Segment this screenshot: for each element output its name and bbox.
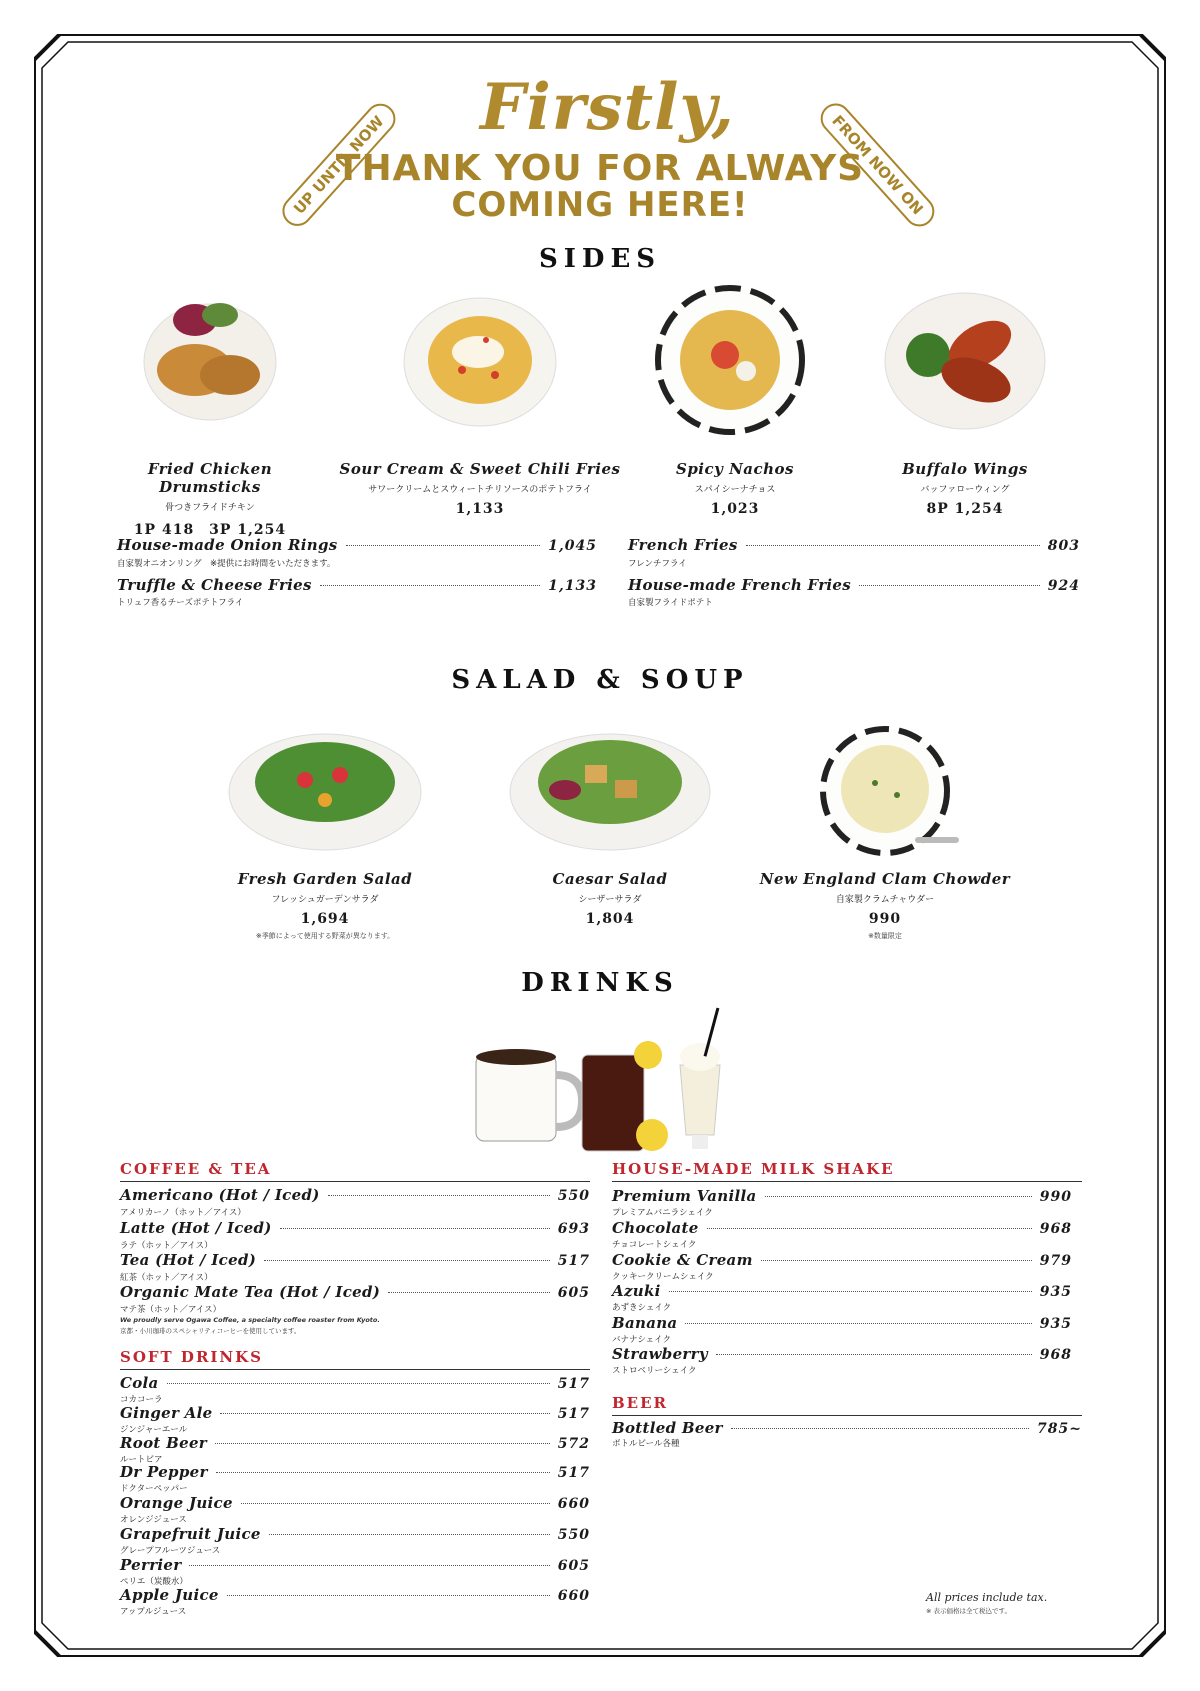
tax-note-jp: ※ 表示価格は全て税込です。 xyxy=(926,1607,1011,1615)
category-beer: BEER xyxy=(612,1394,669,1412)
item-price: 1,133 xyxy=(455,501,505,517)
leader-dots xyxy=(859,585,1040,586)
item-name-jp: ラテ（ホット／アイス） xyxy=(120,1241,213,1251)
item-name: Caesar Salad xyxy=(552,870,668,888)
ribbon-from-now-on: FROM NOW ON xyxy=(815,97,941,232)
thank-you-headline xyxy=(300,150,900,223)
clam-chowder-image xyxy=(815,725,965,865)
list-item-truffle-fries xyxy=(117,576,597,594)
leader-dots xyxy=(685,1323,1031,1324)
list-item-onion-rings xyxy=(117,536,597,554)
item-price: 1,045 xyxy=(548,538,597,554)
leader-dots xyxy=(189,1565,549,1566)
leader-dots xyxy=(346,545,541,546)
item-name-jp: ペリエ（炭酸水） xyxy=(120,1577,188,1587)
item-note: ※季節によって使用する野菜が異なります。 xyxy=(255,932,395,940)
leader-dots xyxy=(765,1196,1032,1197)
item-name: Americano (Hot / Iced) xyxy=(120,1186,320,1204)
buffalo-wings-image xyxy=(880,285,1050,435)
list-item-banana xyxy=(612,1314,1072,1332)
list-item-premium-vanilla xyxy=(612,1187,1072,1205)
list-item-cookie-cream xyxy=(612,1251,1072,1269)
item-name-jp: プレミアムバニラシェイク xyxy=(612,1208,713,1218)
item-price: 693 xyxy=(557,1221,590,1237)
garden-salad-image xyxy=(225,720,425,855)
item-name: Latte (Hot / Iced) xyxy=(120,1219,272,1237)
item-note: ※数量限定 xyxy=(868,932,902,940)
leader-dots xyxy=(264,1260,550,1261)
leader-dots xyxy=(669,1291,1032,1292)
item-name-jp: 骨つきフライドチキン xyxy=(165,503,255,513)
leader-dots xyxy=(216,1472,550,1473)
item-name: Dr Pepper xyxy=(120,1463,208,1481)
item-name-jp: ストロベリーシェイク xyxy=(612,1366,697,1376)
leader-dots xyxy=(280,1228,550,1229)
item-price: 979 xyxy=(1039,1253,1072,1269)
section-title-drinks: DRINKS xyxy=(521,968,679,998)
item-price: 550 xyxy=(557,1188,590,1204)
item-fried-chicken xyxy=(100,460,320,539)
list-item-strawberry xyxy=(612,1345,1072,1363)
list-item-mate-tea xyxy=(120,1283,590,1301)
spicy-nachos-image xyxy=(650,285,810,435)
item-price: 1,804 xyxy=(585,911,635,927)
item-price: 924 xyxy=(1047,578,1080,594)
item-name: Bottled Beer xyxy=(612,1419,723,1437)
item-price: 990 xyxy=(868,911,902,927)
item-price: 1,694 xyxy=(300,911,350,927)
item-name: Tea (Hot / Iced) xyxy=(120,1251,257,1269)
list-item-latte xyxy=(120,1219,590,1237)
item-price: 517 xyxy=(557,1406,590,1422)
item-name-jp: クッキークリームシェイク xyxy=(612,1272,714,1282)
item-name-jp: サワークリームとスウィートチリソースのポテトフライ xyxy=(368,485,592,495)
leader-dots xyxy=(328,1195,550,1196)
category-rule xyxy=(120,1181,590,1182)
leader-dots xyxy=(227,1595,550,1596)
item-name: Organic Mate Tea (Hot / Iced) xyxy=(120,1283,381,1301)
item-name-jp: スパイシーナチョス xyxy=(694,485,776,495)
list-item-housemade-fries xyxy=(628,576,1080,594)
list-item-ginger-ale xyxy=(120,1404,590,1422)
leader-dots xyxy=(269,1534,550,1535)
item-price: 968 xyxy=(1039,1221,1072,1237)
category-rule xyxy=(120,1369,590,1370)
item-name: Azuki xyxy=(612,1282,661,1300)
section-title-salad-soup: SALAD & SOUP xyxy=(451,665,749,695)
list-item-cola xyxy=(120,1374,590,1392)
item-name: Strawberry xyxy=(612,1345,708,1363)
item-name-jp: オレンジジュース xyxy=(120,1515,187,1525)
item-price: 968 xyxy=(1039,1347,1072,1363)
item-name-jp: ルートビア xyxy=(120,1455,163,1465)
item-price: 1,023 xyxy=(710,501,760,517)
item-name-jp: コカコーラ xyxy=(120,1395,163,1405)
item-name-jp: マテ茶（ホット／アイス） xyxy=(120,1305,222,1315)
list-item-dr-pepper xyxy=(120,1463,590,1481)
ribbon-up-until-now: UP UNTIL NOW xyxy=(276,98,401,232)
item-buffalo-wings xyxy=(860,460,1070,517)
item-name-jp: フレンチフライ xyxy=(628,559,687,569)
item-price: 572 xyxy=(557,1436,590,1452)
item-name-jp: 自家製オニオンリング ※提供にお時間をいただきます。 xyxy=(117,559,336,569)
item-price: 517 xyxy=(557,1253,590,1269)
item-price: 803 xyxy=(1047,538,1080,554)
list-item-tea xyxy=(120,1251,590,1269)
item-price: 990 xyxy=(1039,1189,1072,1205)
item-price: 1P 418 3P 1,254 xyxy=(133,522,287,538)
item-name: Buffalo Wings xyxy=(902,460,1028,478)
list-item-orange-juice xyxy=(120,1494,590,1512)
item-price: 785~ xyxy=(1037,1421,1082,1437)
section-title-sides: SIDES xyxy=(538,244,662,274)
list-item-grapefruit-juice xyxy=(120,1525,590,1543)
list-item-chocolate xyxy=(612,1219,1072,1237)
item-price: 517 xyxy=(557,1376,590,1392)
item-name-jp: ドクターペッパー xyxy=(120,1484,188,1494)
leader-dots xyxy=(731,1428,1029,1429)
drinks-image xyxy=(470,1005,750,1155)
item-name-jp: あずきシェイク xyxy=(612,1303,672,1313)
item-name: New England Clam Chowder xyxy=(759,870,1011,888)
item-name-jp: フレッシュガーデンサラダ xyxy=(271,895,379,905)
item-price: 935 xyxy=(1039,1316,1072,1332)
leader-dots xyxy=(215,1443,550,1444)
item-name: Premium Vanilla xyxy=(612,1187,757,1205)
item-name-jp: 自家製クラムチャウダー xyxy=(835,895,935,905)
item-name-jp: 自家製フライドポテト xyxy=(628,598,713,608)
item-name: House-made French Fries xyxy=(628,576,852,594)
leader-dots xyxy=(320,585,540,586)
list-item-americano xyxy=(120,1186,590,1204)
item-name-jp: シーザーサラダ xyxy=(578,895,642,905)
item-name: House-made Onion Rings xyxy=(117,536,338,554)
list-item-root-beer xyxy=(120,1434,590,1452)
thank-you-line-1: THANK YOU FOR ALWAYS xyxy=(335,148,865,189)
item-name: Orange Juice xyxy=(120,1494,233,1512)
leader-dots xyxy=(241,1503,550,1504)
category-soft-drinks: SOFT DRINKS xyxy=(120,1348,264,1366)
item-clam-chowder xyxy=(735,870,1035,941)
item-name: Spicy Nachos xyxy=(675,460,794,478)
item-name: French Fries xyxy=(628,536,738,554)
item-spicy-nachos xyxy=(630,460,840,517)
list-item-apple-juice xyxy=(120,1586,590,1604)
fried-chicken-image xyxy=(135,280,285,430)
item-price: 1,133 xyxy=(548,578,597,594)
item-price: 517 xyxy=(557,1465,590,1481)
list-item-azuki xyxy=(612,1282,1072,1300)
item-name: Fresh Garden Salad xyxy=(237,870,413,888)
item-name-jp: チョコレートシェイク xyxy=(612,1240,697,1250)
list-item-bottled-beer xyxy=(612,1419,1082,1437)
item-name-jp: ジンジャーエール xyxy=(120,1425,188,1435)
item-caesar-salad xyxy=(500,870,720,927)
leader-dots xyxy=(716,1354,1032,1355)
list-item-french-fries xyxy=(628,536,1080,554)
item-name: Ginger Ale xyxy=(120,1404,213,1422)
item-name: Root Beer xyxy=(120,1434,207,1452)
category-rule xyxy=(612,1181,1082,1182)
coffee-note-jp: 京都・小川珈琲のスペシャリティコーヒーを使用しています。 xyxy=(120,1327,301,1335)
item-name: Sour Cream & Sweet Chili Fries xyxy=(339,460,621,478)
item-price: 660 xyxy=(557,1588,590,1604)
item-name: Banana xyxy=(612,1314,678,1332)
item-name-jp: バナナシェイク xyxy=(612,1335,671,1345)
item-garden-salad xyxy=(210,870,440,941)
category-milk-shake: HOUSE-MADE MILK SHAKE xyxy=(612,1160,895,1178)
item-name: Cookie & Cream xyxy=(612,1251,753,1269)
item-name: Fried Chicken Drumsticks xyxy=(147,460,273,496)
item-name-jp: バッファローウィング xyxy=(920,485,1010,495)
coffee-note-en: We proudly serve Ogawa Coffee, a specialty coffee roaster from Kyoto. xyxy=(120,1316,380,1324)
brand-logo: Firstly, xyxy=(480,70,735,145)
item-price: 605 xyxy=(557,1558,590,1574)
category-rule xyxy=(612,1415,1082,1416)
caesar-salad-image xyxy=(505,720,715,860)
leader-dots xyxy=(167,1383,550,1384)
item-price: 550 xyxy=(557,1527,590,1543)
item-name-jp: トリュフ香るチーズポテトフライ xyxy=(117,598,244,608)
item-name: Chocolate xyxy=(612,1219,699,1237)
tax-note-en: All prices include tax. xyxy=(926,1591,1048,1604)
item-price: 935 xyxy=(1039,1284,1072,1300)
item-name-jp: グレープフルーツジュース xyxy=(120,1546,221,1556)
item-name-jp: ボトルビール各種 xyxy=(612,1439,680,1449)
item-price: 605 xyxy=(557,1285,590,1301)
item-name-jp: アメリカーノ（ホット／アイス） xyxy=(120,1208,246,1218)
sour-cream-fries-image xyxy=(400,290,560,430)
item-price: 660 xyxy=(557,1496,590,1512)
item-name-jp: 紅茶（ホット／アイス） xyxy=(120,1273,213,1283)
thank-you-line-2: COMING HERE! xyxy=(451,184,749,225)
leader-dots xyxy=(388,1292,550,1293)
leader-dots xyxy=(746,545,1040,546)
item-name: Truffle & Cheese Fries xyxy=(117,576,312,594)
item-sour-cream-fries xyxy=(320,460,640,517)
item-name: Cola xyxy=(120,1374,159,1392)
item-name: Grapefruit Juice xyxy=(120,1525,261,1543)
item-name-jp: アップルジュース xyxy=(120,1607,187,1617)
list-item-perrier xyxy=(120,1556,590,1574)
leader-dots xyxy=(761,1260,1032,1261)
item-name: Apple Juice xyxy=(120,1586,219,1604)
leader-dots xyxy=(707,1228,1032,1229)
item-price: 8P 1,254 xyxy=(926,501,1004,517)
item-name: Perrier xyxy=(120,1556,182,1574)
category-coffee-tea: COFFEE & TEA xyxy=(120,1160,272,1178)
leader-dots xyxy=(220,1413,549,1414)
